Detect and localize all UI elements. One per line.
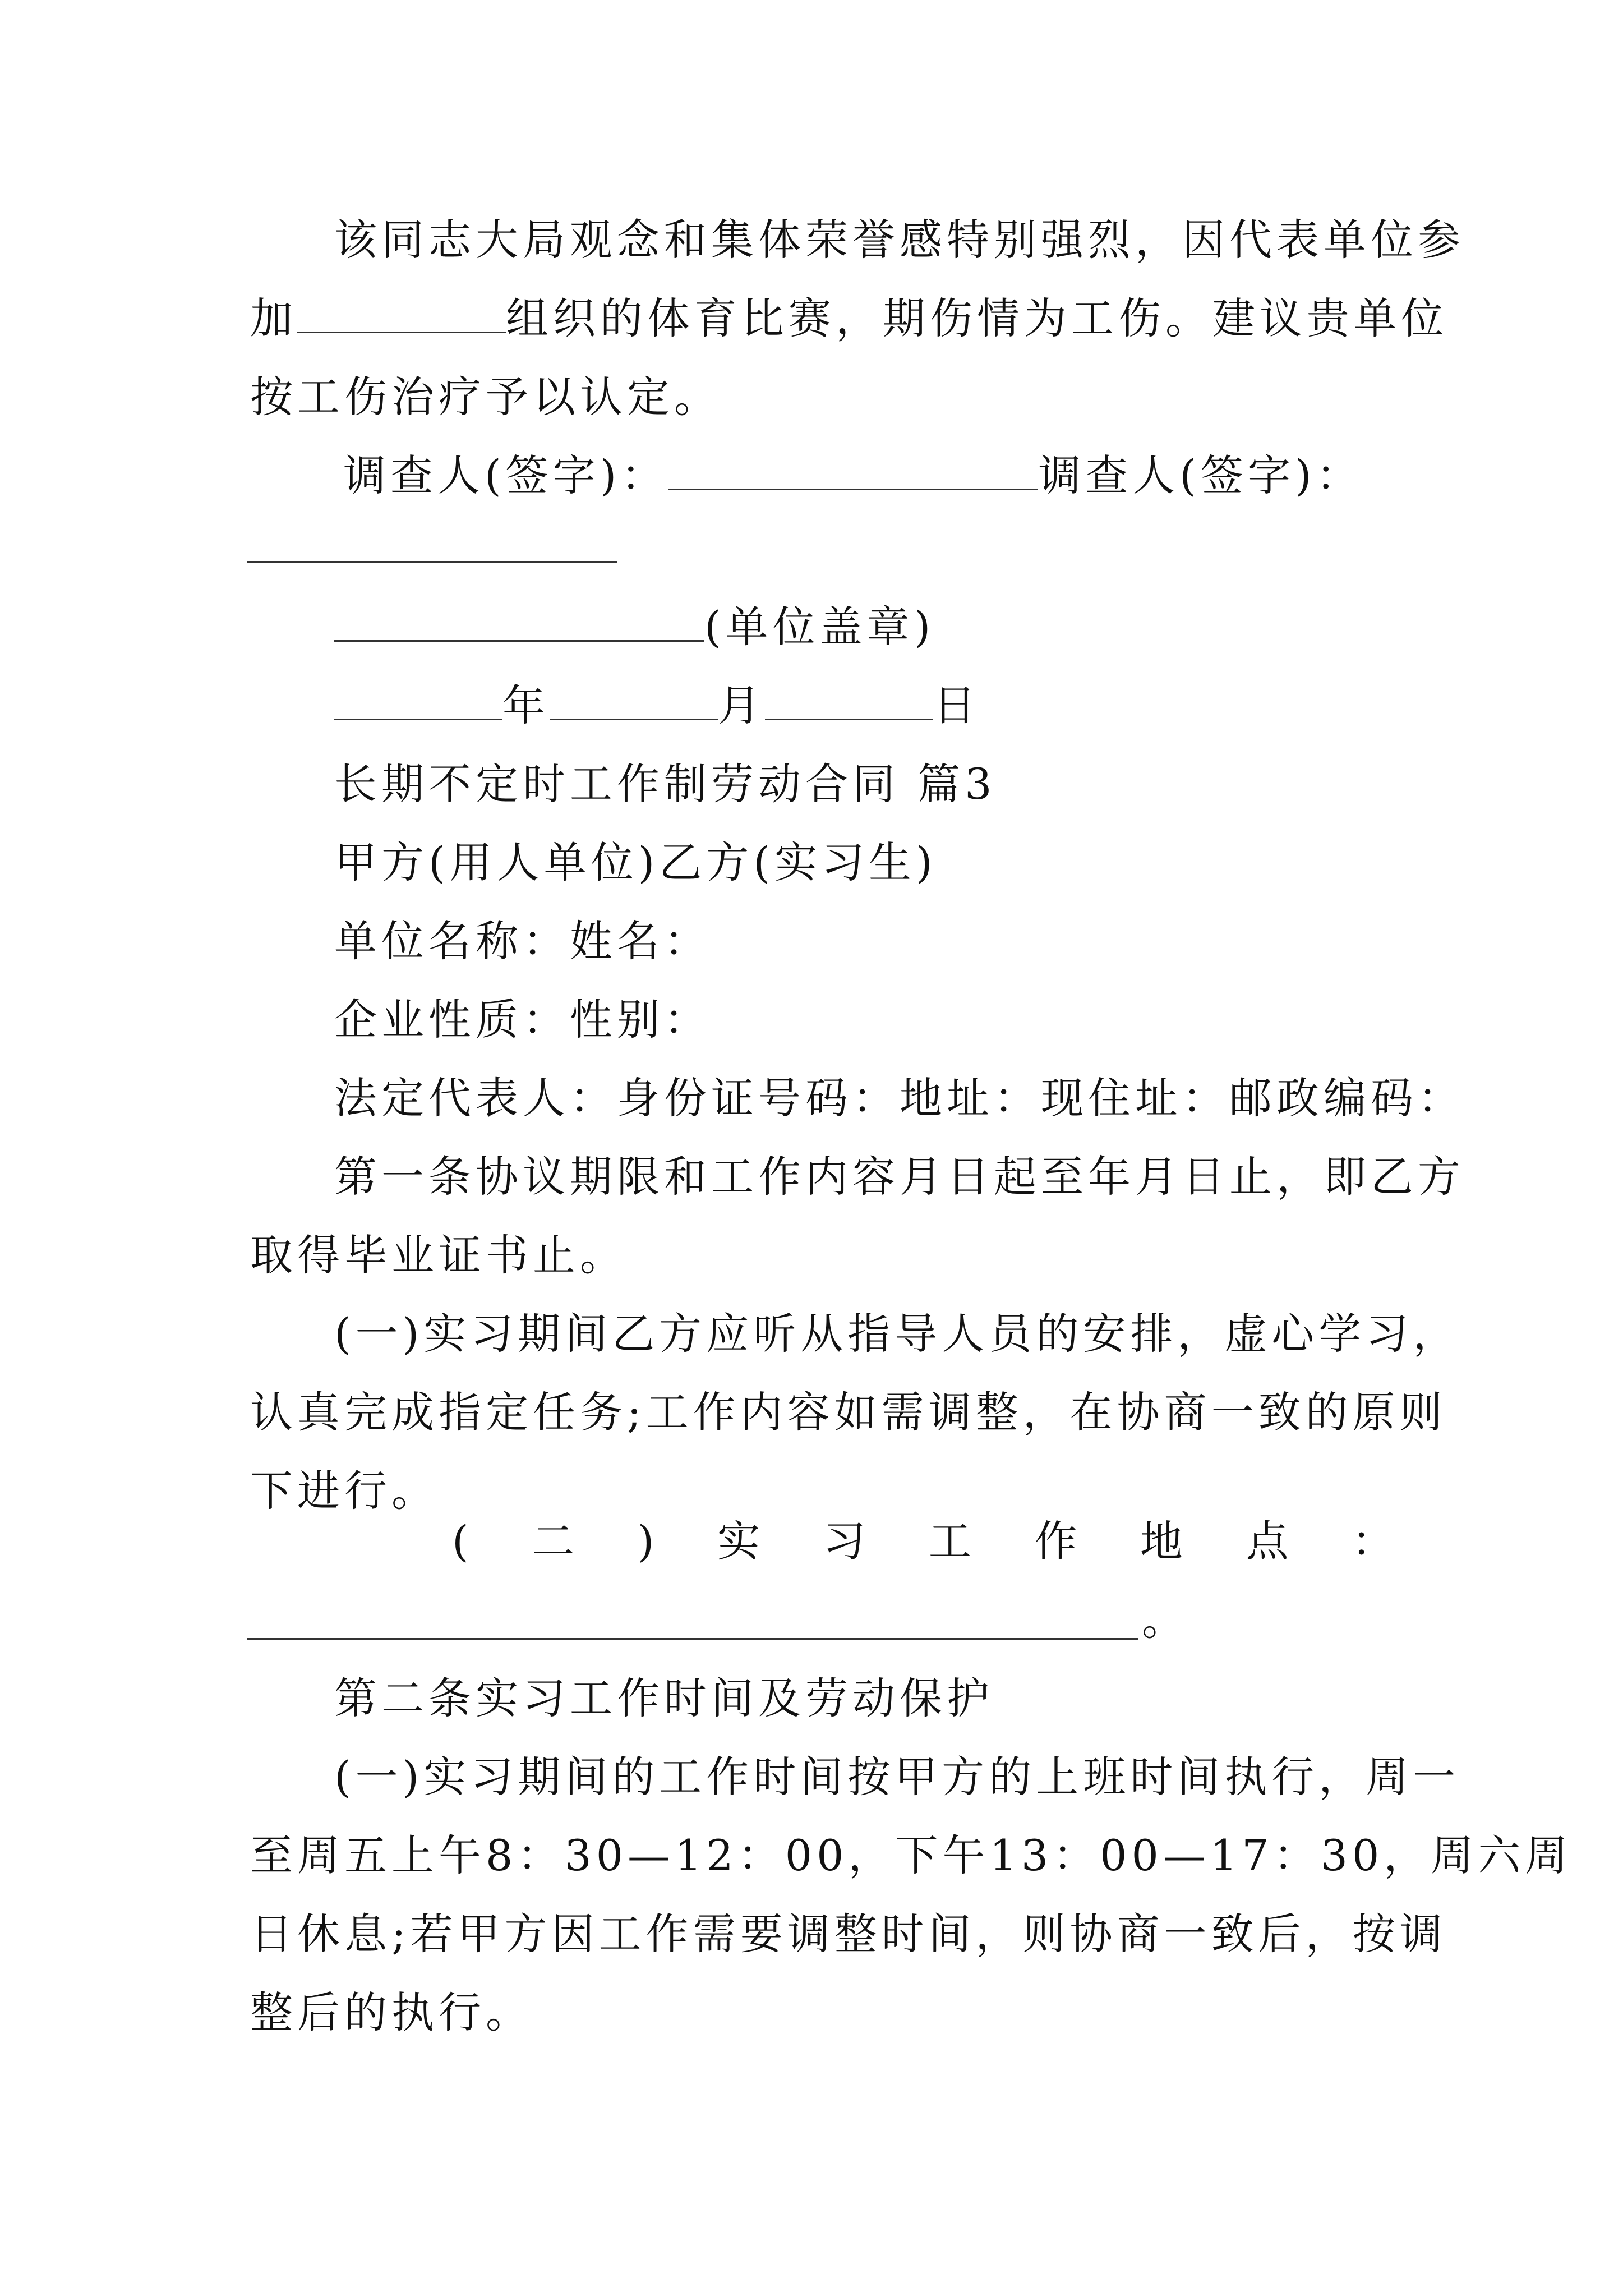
article-1-item-1-text: (一)实习期间乙方应听从指导人员的安排，虚心学习， (334, 1309, 1460, 1359)
article-1-item-2-char: 作 (1034, 1516, 1077, 1566)
article-1-line (250, 1149, 1465, 1205)
legal-rep-text: 法定代表人：身份证号码：地址：现住址：邮政编码： (334, 1073, 1465, 1123)
article-2-item-1-line (250, 1906, 1447, 1962)
article-2-item-1-line (250, 1985, 1394, 2041)
paragraph-text: 该同志大局观念和集体荣誉感特别强烈，因代表单位参 (334, 215, 1465, 265)
period-mark: 。 (1142, 1595, 1189, 1645)
contract-title (250, 756, 1394, 812)
article-1-item-2-char: ： (1351, 1516, 1394, 1566)
article-2-item-1-line (250, 1828, 1573, 1884)
article-1-item-2-char: 实 (717, 1516, 760, 1566)
article-1-item-2-char: 二 (532, 1516, 575, 1566)
year-blank[interactable] (334, 678, 502, 720)
article-1-item-1-text: 下进行。 (250, 1466, 439, 1516)
article-2-item-1-text: 至周五上午8：30—12：00，下午13：00—17：30，周六周 (250, 1830, 1573, 1880)
signature-blank[interactable] (247, 561, 617, 563)
article-1-item-1-line (250, 1463, 1394, 1519)
day-blank[interactable] (765, 678, 933, 720)
article-1-item-2-char: 工 (928, 1516, 971, 1566)
paragraph-text: 组织的体育比赛，期伤情为工伤。建议贵单位 (506, 293, 1448, 343)
date-line (250, 678, 1394, 734)
paragraph-line (250, 369, 1394, 425)
article-1-item-1-text: 认真完成指定任务;工作内容如需调整，在协商一致的原则 (250, 1387, 1447, 1437)
stamp-blank[interactable] (334, 600, 704, 642)
signature-line (250, 448, 1394, 504)
paragraph-text: 加 (250, 293, 297, 343)
stamp-line (250, 599, 1394, 655)
article-1-item-2-char: 习 (823, 1516, 866, 1566)
signature-blank[interactable] (668, 448, 1038, 490)
article-1-line (250, 1227, 1394, 1283)
signature-label: 调查人(签字)： (1038, 450, 1363, 500)
unit-name-line (250, 913, 1394, 969)
month-blank[interactable] (550, 678, 718, 720)
parties-line (250, 835, 1394, 891)
stamp-label: (单位盖章) (704, 602, 935, 652)
article-1-item-1-line (250, 1306, 1460, 1362)
article-1-item-2-char: ( (452, 1516, 469, 1566)
work-location-blank[interactable] (247, 1638, 1138, 1640)
article-2-title-text: 第二条实习工作时间及劳动保护 (334, 1673, 994, 1723)
contract-title-text: 长期不定时工作制劳动合同 篇3 (334, 759, 997, 809)
enterprise-nature-text: 企业性质：性别： (334, 995, 711, 1045)
paragraph-line (250, 212, 1465, 268)
legal-rep-line (250, 1070, 1465, 1126)
date-day-label: 日 (933, 680, 980, 730)
article-1-item-2-line (250, 1513, 1394, 1570)
article-2-title (250, 1671, 1394, 1727)
signature-label: 调查人(签字)： (343, 450, 668, 500)
article-1-item-1-line (250, 1384, 1447, 1441)
date-year-label: 年 (502, 680, 550, 730)
unit-name-text: 单位名称：姓名： (334, 916, 711, 966)
fill-in-blank[interactable] (297, 291, 506, 333)
date-month-label: 月 (718, 680, 765, 730)
article-1-item-2-end (1142, 1592, 1198, 1648)
article-2-item-1-text: 整后的执行。 (250, 1987, 533, 2037)
article-1-item-2-char: 点 (1246, 1516, 1289, 1566)
article-1-text: 第一条协议期限和工作内容月日起至年月日止，即乙方 (334, 1152, 1465, 1202)
article-2-item-1-text: (一)实习期间的工作时间按甲方的上班时间执行，周一 (334, 1752, 1460, 1802)
paragraph-line (250, 291, 1448, 347)
article-2-item-1-line (250, 1749, 1460, 1805)
parties-text: 甲方(用人单位)乙方(实习生) (334, 838, 937, 887)
enterprise-nature-line (250, 992, 1394, 1048)
article-1-item-2-char: 地 (1140, 1516, 1183, 1566)
paragraph-text: 按工伤治疗予以认定。 (250, 372, 721, 422)
article-2-item-1-text: 日休息;若甲方因工作需要调整时间，则协商一致后，按调 (250, 1909, 1447, 1959)
article-1-text: 取得毕业证书止。 (250, 1230, 627, 1280)
article-1-item-2-char: ) (637, 1516, 654, 1566)
